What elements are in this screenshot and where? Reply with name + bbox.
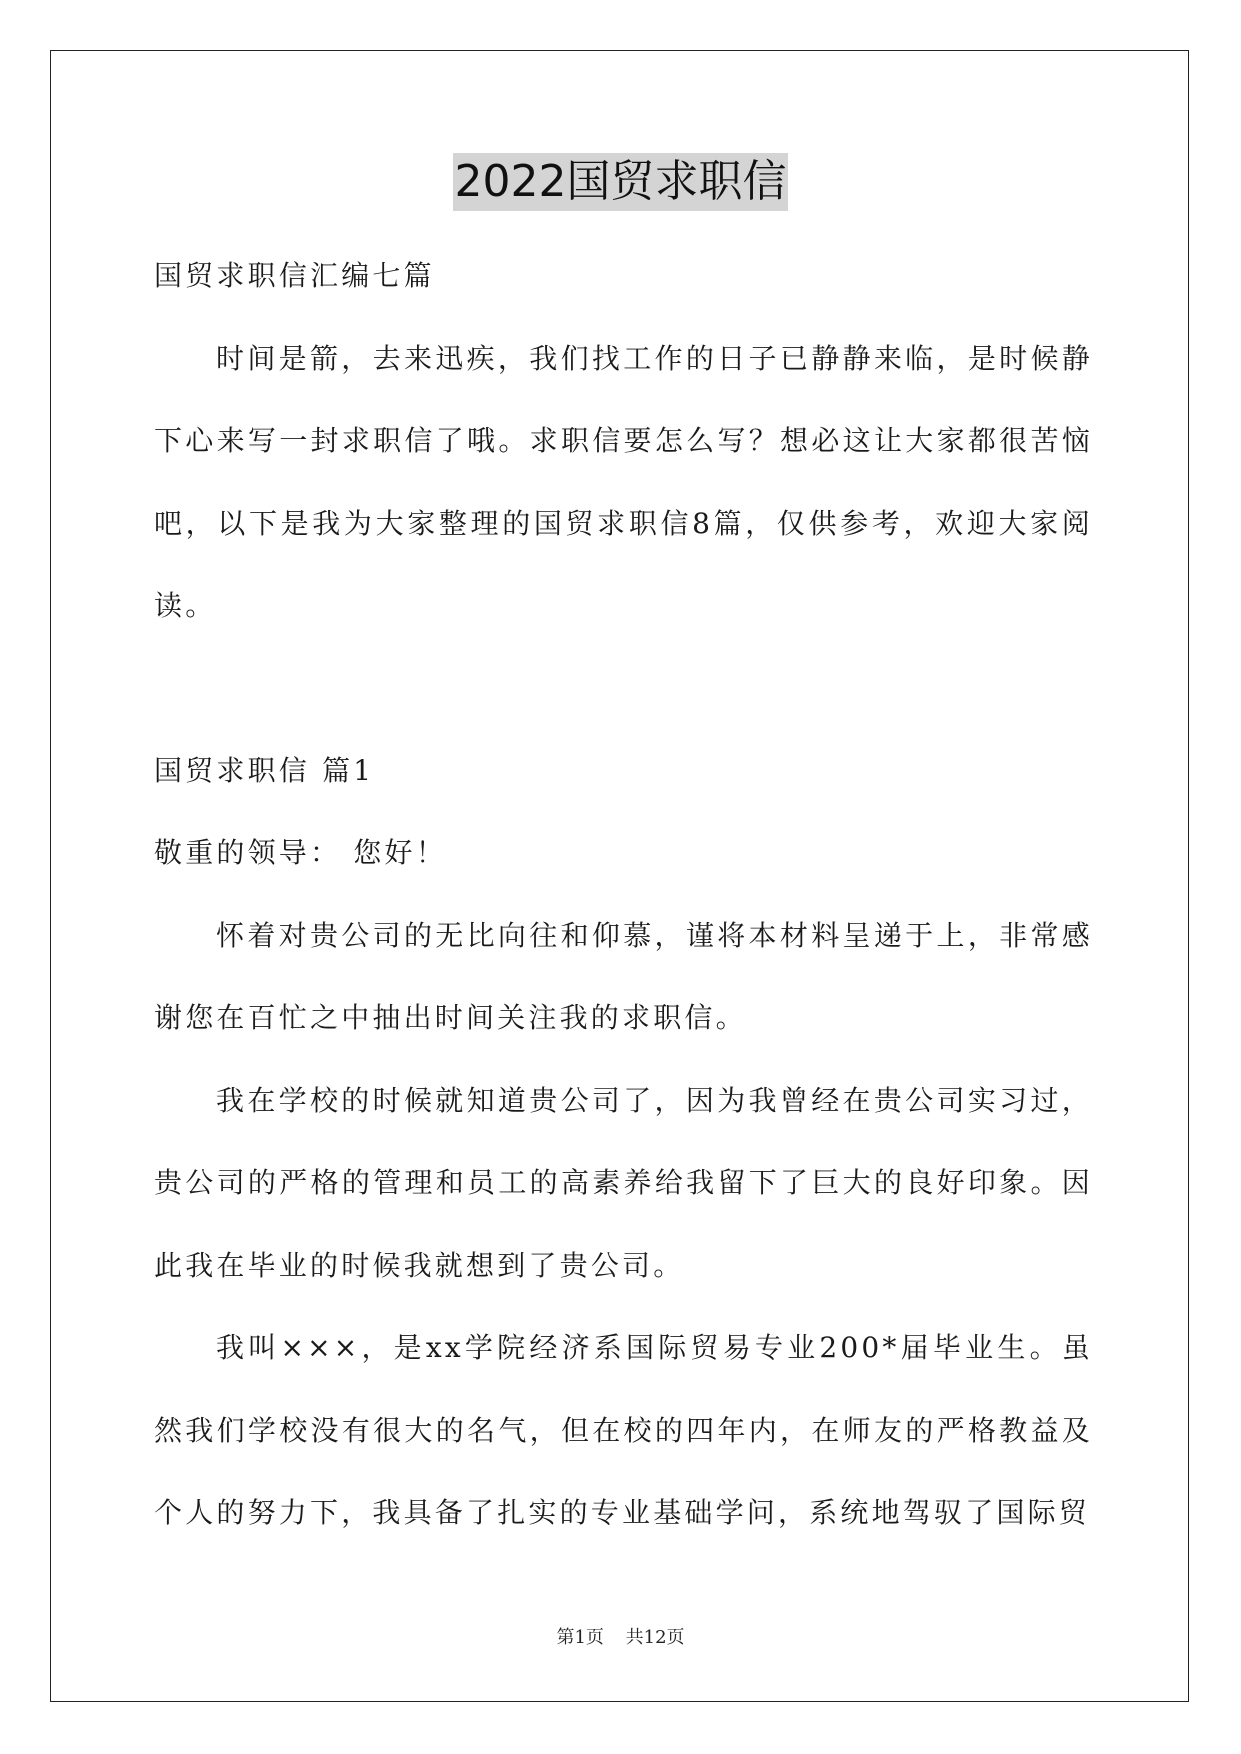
document-title: 2022国贸求职信 [453,153,789,211]
section-gap [154,648,1093,730]
body-paragraph: 我叫×××，是xx学院经济系国际贸易专业200*届毕业生。虽然我们学校没有很大的名气，但在校的四年内，在师友的严格教益及个人的努力下，我具备了扎实的专业基础学问，系统地驾驭了国际贸 [154,1331,1093,1529]
body-paragraph: 我在学校的时候就知道贵公司了，因为我曾经在贵公司实习过，贵公司的严格的管理和员工的高素养给我留下了巨大的良好印象。因此我在毕业的时候我就想到了贵公司。 [154,1083,1093,1282]
page-number: 第1页 [556,1627,604,1648]
document-subtitle: 国贸求职信汇编七篇 [154,259,435,292]
page-total: 共12页 [625,1627,685,1648]
document-body [154,235,1093,1555]
title-container [0,153,1241,211]
salutation: 敬重的领导： 您好！ [154,836,447,869]
intro-paragraph: 时间是箭，去来迅疾，我们找工作的日子已静静来临，是时候静下心来写一封求职信了哦。求职信要怎么写？想必这让大家都很苦恼吧，以下是我为大家整理的国贸求职信8篇，仅供参考，欢迎大家阅读。 [154,341,1093,622]
body-paragraph: 怀着对贵公司的无比向往和仰慕，谨将本材料呈递于上，非常感谢您在百忙之中抽出时间关注我的求职信。 [154,918,1093,1034]
page-footer [0,1626,1241,1650]
section-heading: 国贸求职信 篇1 [154,753,375,787]
